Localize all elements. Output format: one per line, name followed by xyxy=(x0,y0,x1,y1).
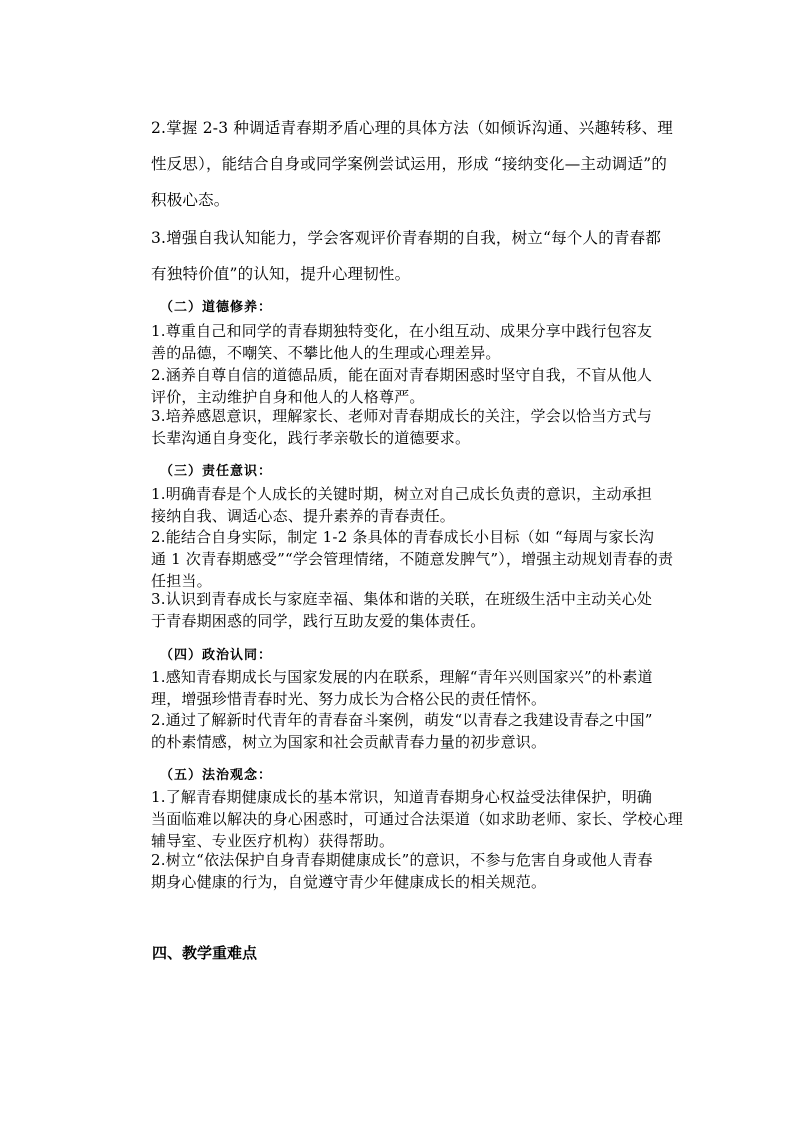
section-heading-moral: （二）道德修养： xyxy=(160,300,273,315)
text-line: 1.尊重自己和同学的青春期独特变化，在小组互动、成果分享中践行包容友 xyxy=(151,322,653,340)
political-paragraph-2 xyxy=(121,709,681,753)
law-paragraph-2 xyxy=(121,849,681,893)
responsibility-paragraph-2 xyxy=(121,526,681,592)
moral-paragraph-1 xyxy=(121,320,681,364)
moral-paragraph-3 xyxy=(121,405,681,449)
text-line: 通 1 次青春期感受”“学会管理情绪，不随意发脾气”），增强主动规划青春的责 xyxy=(151,550,674,568)
moral-paragraph-2 xyxy=(121,364,681,408)
text-line: 长辈沟通自身变化，践行孝亲敬长的道德要求。 xyxy=(151,429,471,447)
text-line: 1.明确青春是个人成长的关键时期，树立对自己成长负责的意识，主动承担 xyxy=(151,485,653,503)
section-heading-law: （五）法治观念： xyxy=(160,768,273,783)
text-line: 评价，主动维护自身和他人的人格尊严。 xyxy=(151,388,425,406)
text-line: 3.培养感恩意识，理解家长、老师对青春期成长的关注，学会以恰当方式与 xyxy=(151,407,653,425)
text-line: 3.认识到青春成长与家庭幸福、集体和谐的关联，在班级生活中主动关心处 xyxy=(151,590,653,608)
responsibility-paragraph-3 xyxy=(121,588,681,632)
text-line: 接纳自我、调适心态、提升素养的青春责任。 xyxy=(151,507,456,525)
section-heading-political: （四）政治认同： xyxy=(160,648,273,663)
responsibility-paragraph-1 xyxy=(121,483,681,527)
text-line: 1.感知青春期成长与国家发展的内在联系，理解“青年兴则国家兴”的朴素道 xyxy=(151,668,653,686)
text-line: 2.涵养自尊自信的道德品质，能在面对青春期困惑时坚守自我，不盲从他人 xyxy=(151,366,653,384)
text-line: 辅导室、专业医疗机构）获得帮助。 xyxy=(151,832,395,850)
text-line: 任担当。 xyxy=(151,572,212,590)
section-heading-responsibility: （三）责任意识： xyxy=(160,464,273,479)
text-line: 善的品德，不嘲笑、不攀比他人的生理或心理差异。 xyxy=(151,344,501,362)
goal-paragraph-3 xyxy=(121,220,681,292)
political-paragraph-1 xyxy=(121,666,681,710)
text-line: 的朴素情感，树立为国家和社会贡献青春力量的初步意识。 xyxy=(151,733,547,751)
text-line: 1.了解青春期健康成长的基本常识，知道青春期身心权益受法律保护，明确 xyxy=(151,788,653,806)
text-line: 2.掌握 2-3 种调适青春期矛盾心理的具体方法（如倾诉沟通、兴趣转移、理 xyxy=(151,119,674,137)
goal-paragraph-2 xyxy=(121,110,681,218)
text-line: 2.能结合自身实际，制定 1-2 条具体的青春成长小目标（如 “每周与家长沟 xyxy=(151,528,655,546)
text-line: 2.通过了解新时代青年的青春奋斗案例，萌发“以青春之我建设青春之中国” xyxy=(151,711,653,729)
text-line: 有独特价值”的认知，提升心理韧性。 xyxy=(151,265,411,283)
text-line: 性反思），能结合自身或同学案例尝试运用，形成 “接纳变化—主动调适”的 xyxy=(151,155,668,173)
text-line: 当面临难以解决的身心困惑时，可通过合法渠道（如求助老师、家长、学校心理 xyxy=(151,810,684,828)
text-line: 期身心健康的行为，自觉遵守青少年健康成长的相关规范。 xyxy=(151,873,547,891)
section-title-teaching-focus: 四、教学重难点 xyxy=(152,944,258,962)
text-line: 3.增强自我认知能力，学会客观评价青春期的自我，树立“每个人的青春都 xyxy=(151,229,662,247)
text-line: 于青春期困惑的同学，践行互助友爱的集体责任。 xyxy=(151,612,486,630)
text-line: 积极心态。 xyxy=(151,191,230,209)
law-paragraph-1 xyxy=(121,786,684,852)
text-line: 理，增强珍惜青春时光、努力成长为合格公民的责任情怀。 xyxy=(151,690,547,708)
text-line: 2.树立“依法保护自身青春期健康成长”的意识，不参与危害自身或他人青春 xyxy=(151,851,653,869)
